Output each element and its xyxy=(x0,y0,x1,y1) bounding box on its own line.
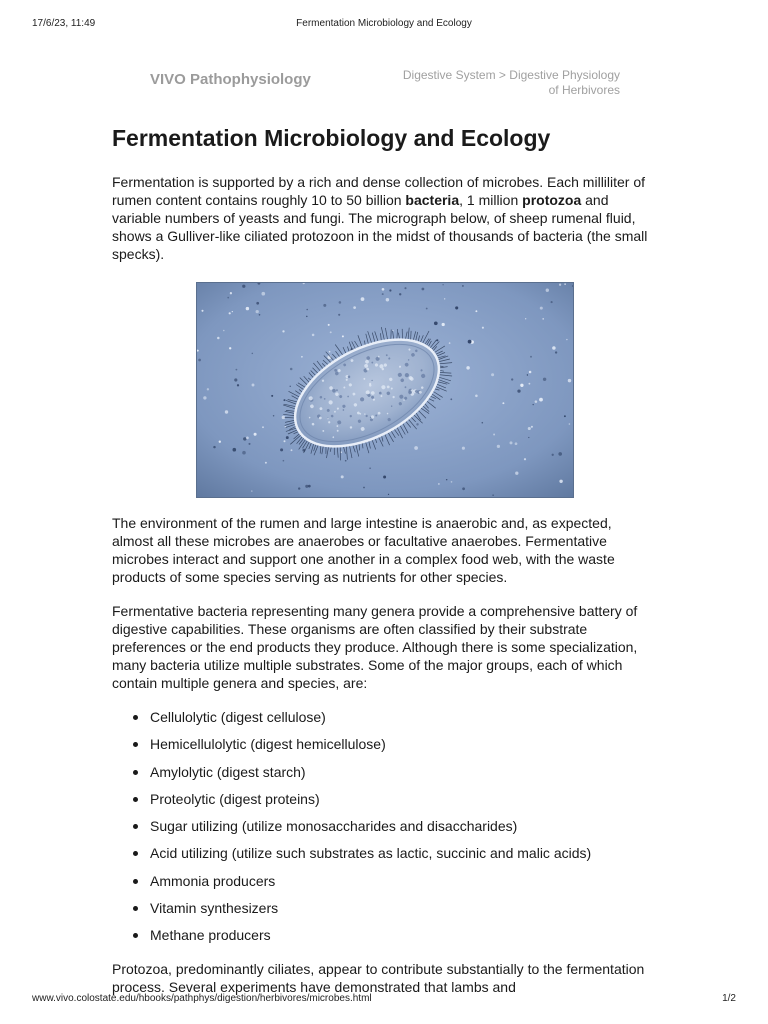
article xyxy=(112,123,652,996)
intro-paragraph xyxy=(112,173,652,263)
list-item: Amylolytic (digest starch) xyxy=(150,763,652,781)
intro-text-3: and variable numbers of yeasts and fungi. The micrograph below, of sheep rumenal fluid, shows a Gulliver-like ciliated protozoon in the midst of thousands of bacteria (the small specks). xyxy=(112,192,648,262)
print-header xyxy=(32,18,736,32)
environment-paragraph: The environment of the rumen and large intestine is anaerobic and, as expected, almost all these microbes are anaerobes or facultative anaerobes. Fermentative microbes interact and support one another in a complex food web, with the waste products of some species serving as nutrients for other species. xyxy=(112,515,615,585)
print-footer xyxy=(32,993,736,1007)
protozoa-term: protozoa xyxy=(522,192,582,208)
protozoa-paragraph: Protozoa, predominantly ciliates, appear to contribute substantially to the fermentation process. Several experiments have demonstrated that lambs and xyxy=(112,961,645,996)
list-item: Sugar utilizing (utilize monosaccharides and disaccharides) xyxy=(150,817,652,835)
list-item: Hemicellulolytic (digest hemicellulose) xyxy=(150,735,652,753)
intro-text-1: Fermentation is supported by a rich and dense collection of microbes. Each milliliter of rumen content contains roughly 10 to 50 billion xyxy=(112,174,646,208)
print-url: www.vivo.colostate.edu/hbooks/pathphys/digestion/herbivores/microbes.html xyxy=(32,993,372,1004)
breadcrumb-digestive-physiology-herbivores[interactable] xyxy=(509,68,620,97)
list-item: Acid utilizing (utilize such substrates as lactic, succinic and malic acids) xyxy=(150,844,652,862)
list-item: Ammonia producers xyxy=(150,872,652,890)
list-item: Proteolytic (digest proteins) xyxy=(150,790,652,808)
page-title: Fermentation Microbiology and Ecology xyxy=(112,125,551,151)
bacteria-term: bacteria xyxy=(405,192,460,208)
breadcrumb-line1: Digestive Physiology xyxy=(509,68,620,82)
bacteria-groups-intro: Fermentative bacteria representing many genera provide a comprehensive battery of digestive capabilities. These organisms are often classified by their substrate preferences or the end products they produce. Although there is some specialization, many bacteria utilize multiple substrates. Some of the major groups, each of which contain multiple genera and species, are: xyxy=(112,603,638,691)
breadcrumb xyxy=(380,68,620,98)
print-title: Fermentation Microbiology and Ecology xyxy=(296,18,472,29)
breadcrumb-separator: > xyxy=(498,68,506,82)
list-item: Vitamin synthesizers xyxy=(150,899,652,917)
list-item: Methane producers xyxy=(150,926,652,944)
site-name[interactable]: VIVO Pathophysiology xyxy=(150,71,311,88)
breadcrumb-line2: of Herbivores xyxy=(548,83,620,97)
micrograph-image xyxy=(196,282,574,498)
print-datetime: 17/6/23, 11:49 xyxy=(32,18,96,29)
breadcrumb-digestive-system[interactable]: Digestive System xyxy=(402,68,496,82)
micrograph-svg xyxy=(197,283,573,497)
list-item: Cellulolytic (digest cellulose) xyxy=(150,708,652,726)
intro-text-2: , 1 million xyxy=(459,192,523,208)
print-page-number: 1/2 xyxy=(722,993,736,1004)
bacteria-groups-list xyxy=(112,708,652,944)
